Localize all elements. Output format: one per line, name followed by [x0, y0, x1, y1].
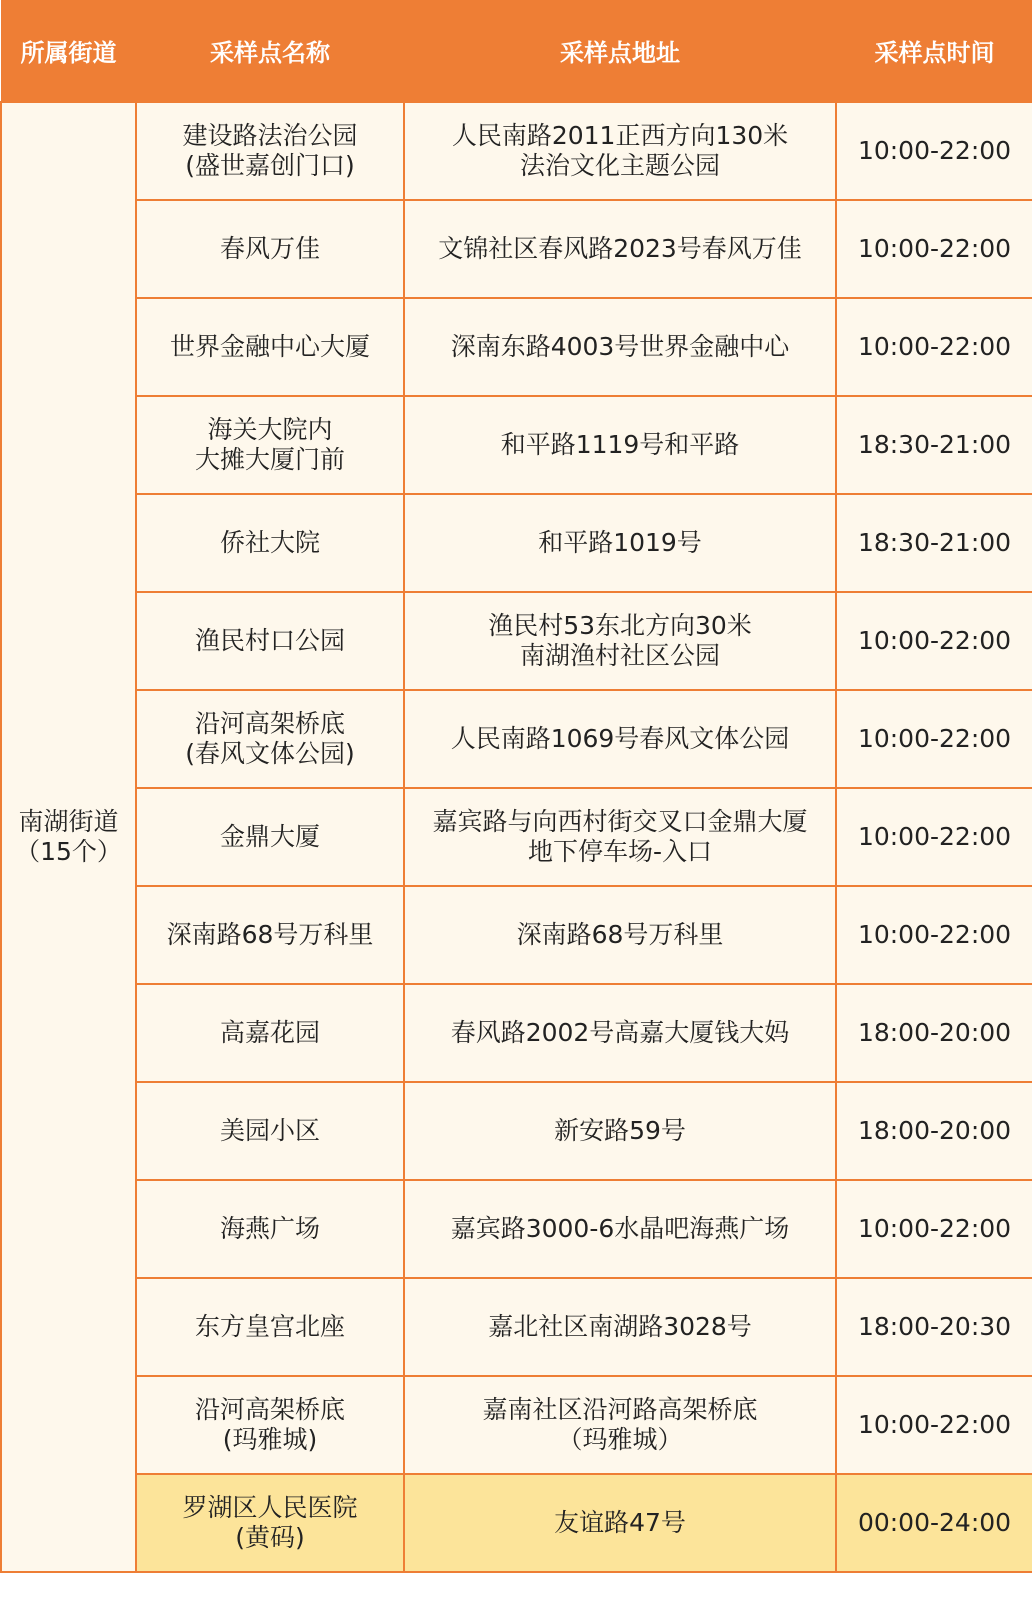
- table-row: [1, 1278, 1032, 1376]
- table-row: [1, 494, 1032, 592]
- table-row: [1, 200, 1032, 298]
- table-row: [1, 592, 1032, 690]
- site-name: 高嘉花园: [136, 984, 404, 1082]
- site-address: 嘉宾路3000-6水晶吧海燕广场: [404, 1180, 836, 1278]
- table-row: [1, 690, 1032, 788]
- site-time: 18:00-20:00: [836, 984, 1032, 1082]
- site-address: 深南东路4003号世界金融中心: [404, 298, 836, 396]
- site-address: 人民南路1069号春风文体公园: [404, 690, 836, 788]
- site-name: 渔民村口公园: [136, 592, 404, 690]
- site-time: 18:30-21:00: [836, 396, 1032, 494]
- site-time: 10:00-22:00: [836, 102, 1032, 200]
- site-time: 10:00-22:00: [836, 1180, 1032, 1278]
- site-name: 东方皇宫北座: [136, 1278, 404, 1376]
- table-row: [1, 886, 1032, 984]
- site-time: 10:00-22:00: [836, 886, 1032, 984]
- site-time: 18:00-20:00: [836, 1082, 1032, 1180]
- table-row: [1, 396, 1032, 494]
- site-address: 渔民村53东北方向30米 南湖渔村社区公园: [404, 592, 836, 690]
- site-address: 嘉宾路与向西村街交叉口金鼎大厦 地下停车场-入口: [404, 788, 836, 886]
- site-address: 友谊路47号: [404, 1474, 836, 1572]
- site-address: 和平路1119号和平路: [404, 396, 836, 494]
- site-name: 世界金融中心大厦: [136, 298, 404, 396]
- site-name: 金鼎大厦: [136, 788, 404, 886]
- site-time: 10:00-22:00: [836, 298, 1032, 396]
- site-name: 春风万佳: [136, 200, 404, 298]
- site-address: 嘉南社区沿河路高架桥底 （玛雅城）: [404, 1376, 836, 1474]
- site-name: 建设路法治公园 (盛世嘉创门口): [136, 102, 404, 200]
- site-address: 人民南路2011正西方向130米 法治文化主题公园: [404, 102, 836, 200]
- site-address: 嘉北社区南湖路3028号: [404, 1278, 836, 1376]
- site-time: 18:00-20:30: [836, 1278, 1032, 1376]
- header-district: 所属街道: [1, 0, 136, 102]
- table-row: [1, 984, 1032, 1082]
- table-row: [1, 102, 1032, 200]
- site-time: 10:00-22:00: [836, 1376, 1032, 1474]
- site-time: 18:30-21:00: [836, 494, 1032, 592]
- site-name: 侨社大院: [136, 494, 404, 592]
- table-row: [1, 298, 1032, 396]
- site-address: 文锦社区春风路2023号春风万佳: [404, 200, 836, 298]
- table-row: [1, 1180, 1032, 1278]
- site-name: 海燕广场: [136, 1180, 404, 1278]
- header-site-name: 采样点名称: [136, 0, 404, 102]
- site-name: 深南路68号万科里: [136, 886, 404, 984]
- site-name: 美园小区: [136, 1082, 404, 1180]
- site-name: 海关大院内 大摊大厦门前: [136, 396, 404, 494]
- site-time: 10:00-22:00: [836, 690, 1032, 788]
- header-row: [1, 0, 1032, 102]
- table-row: [1, 1376, 1032, 1474]
- site-address: 深南路68号万科里: [404, 886, 836, 984]
- table-row: [1, 788, 1032, 886]
- site-time: 10:00-22:00: [836, 592, 1032, 690]
- table-row: [1, 1082, 1032, 1180]
- site-name: 罗湖区人民医院 (黄码): [136, 1474, 404, 1572]
- header-site-address: 采样点地址: [404, 0, 836, 102]
- district-cell: 南湖街道 （15个）: [1, 102, 136, 1572]
- site-address: 新安路59号: [404, 1082, 836, 1180]
- site-name: 沿河高架桥底 (玛雅城): [136, 1376, 404, 1474]
- site-address: 春风路2002号高嘉大厦钱大妈: [404, 984, 836, 1082]
- site-name: 沿河高架桥底 (春风文体公园): [136, 690, 404, 788]
- table-row-highlighted: [1, 1474, 1032, 1572]
- site-time: 10:00-22:00: [836, 200, 1032, 298]
- site-time: 00:00-24:00: [836, 1474, 1032, 1572]
- header-site-time: 采样点时间: [836, 0, 1032, 102]
- site-address: 和平路1019号: [404, 494, 836, 592]
- site-time: 10:00-22:00: [836, 788, 1032, 886]
